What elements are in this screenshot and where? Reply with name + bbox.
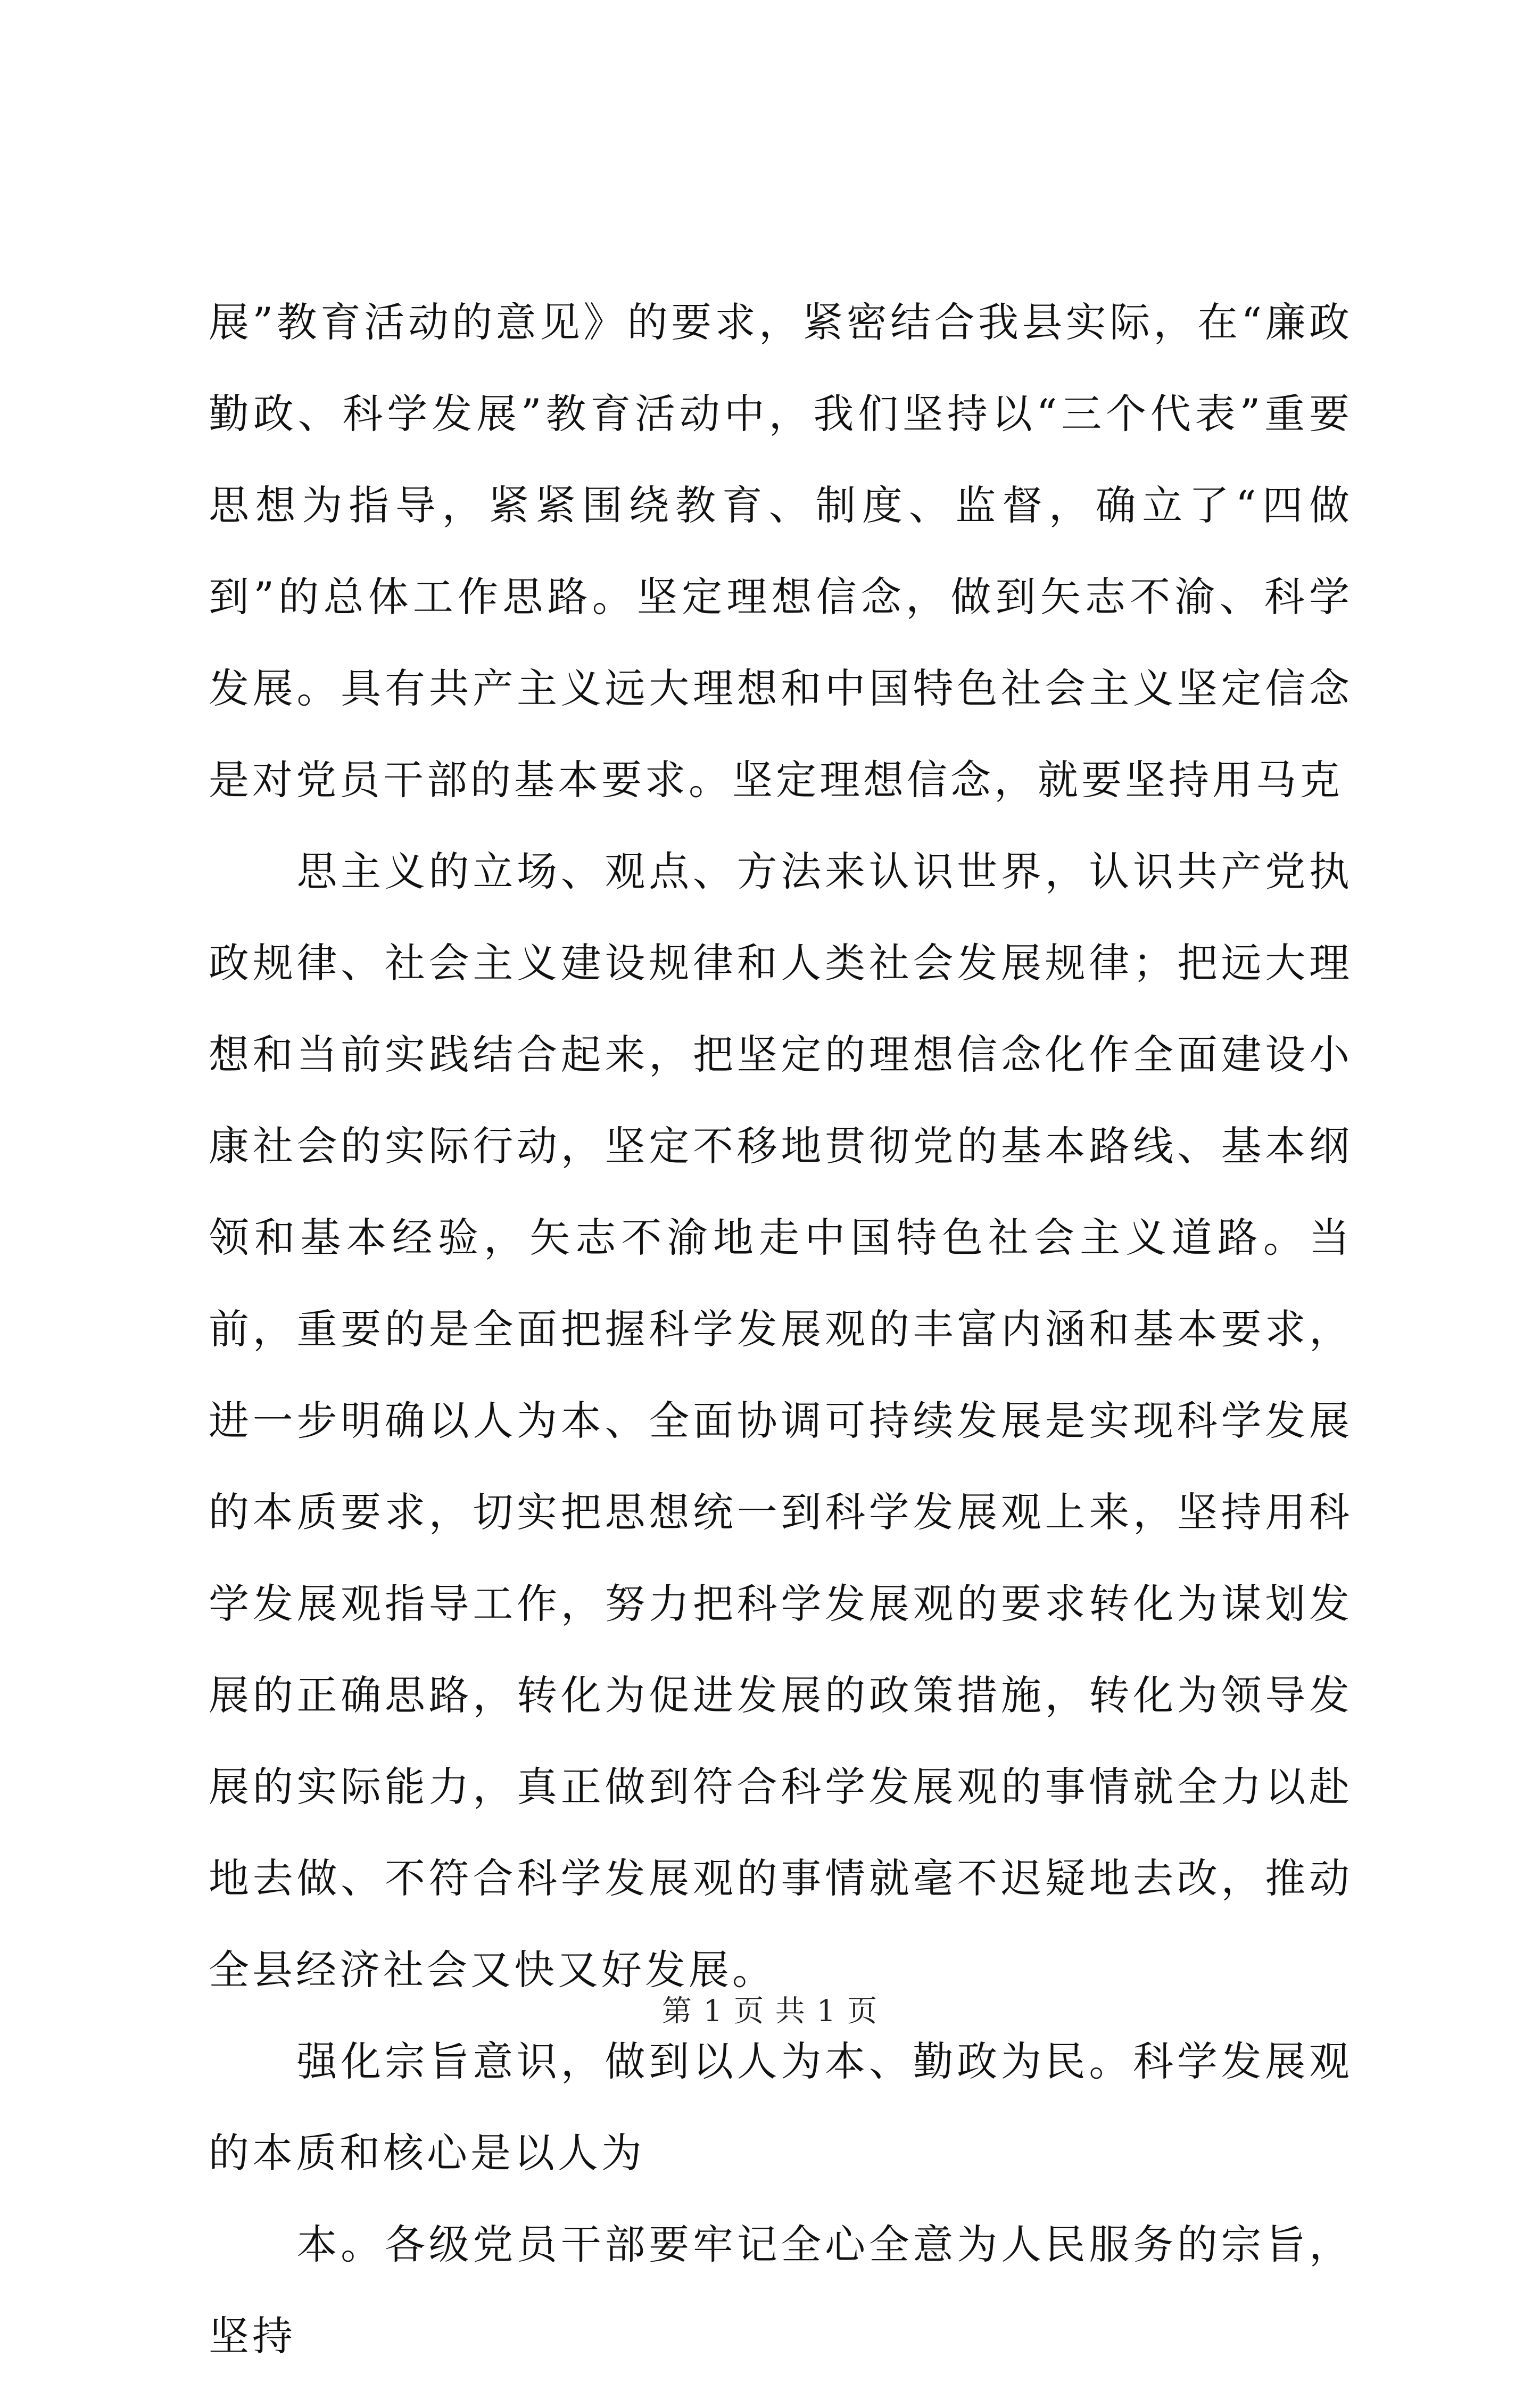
paragraph-2: 思主义的立场、观点、方法来认识世界，认识共产党执政规律、社会主义建设规律和人类社会发展规律；把远大理想和当前实践结合起来，把坚定的理想信念化作全面建设小康社会的实际行动，坚定不移地贯彻党的基本路线、基本纲领和基本经验，矢志不渝地走中国特色社会主义道路。当前，重要的是全面把握科学发展观的丰富内涵和基本要求，进一步明确以人为本、全面协调可持续发展是实现科学发展的本质要求，切实把思想统一到科学发展观上来，坚持用科学发展观指导工作，努力把科学发展观的要求转化为谋划发展的正确思路，转化为促进发展的政策措施，转化为领导发展的实际能力，真正做到符合科学发展观的事情就全力以赴地去做、不符合科学发展观的事情就毫不迟疑地去改，推动全县经济社会又快又好发展。 <box>209 848 1353 1994</box>
document-body <box>209 277 1353 2382</box>
paragraph-3: 强化宗旨意识，做到以人为本、勤政为民。科学发展观的本质和核心是以人为 <box>209 2038 1353 2177</box>
page-number-footer: 第 1 页 共 1 页 <box>661 1994 879 2029</box>
paragraph-4: 本。各级党员干部要牢记全心全意为人民服务的宗旨，坚持 <box>209 2221 1353 2360</box>
paragraph-1: 展”教育活动的意见》的要求，紧密结合我县实际，在“廉政勤政、科学发展”教育活动中，我们坚持以“三个代表”重要思想为指导，紧紧围绕教育、制度、监督，确立了“四做到”的总体工作思路。坚定理想信念，做到矢志不渝、科学发展。具有共产主义远大理想和中国特色社会主义坚定信念是对党员干部的基本要求。坚定理想信念，就要坚持用马克 <box>209 299 1353 804</box>
